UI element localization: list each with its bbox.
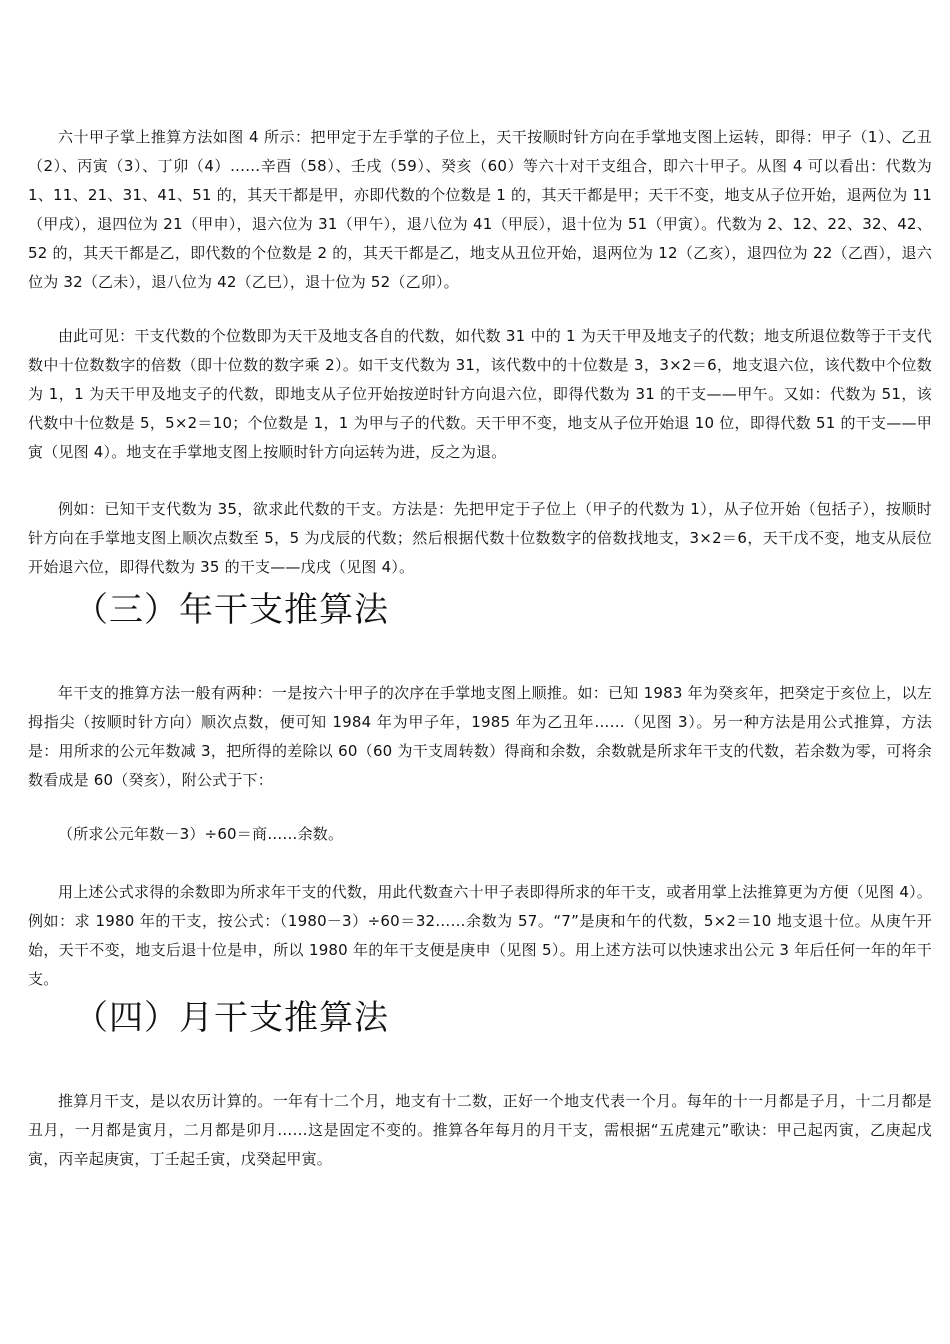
paragraph-daishu-explanation: 由此可见：干支代数的个位数即为天干及地支各自的代数，如代数 31 中的 1 为天干甲及地支子的代数；地支所退位数等于干支代数中十位数数字的倍数（即十位数的数字乘 2）。如干支代数为 31，该代数中的十位数是 3，3×2＝6，地支退六位，该代数中个位数为 1，1 为天干甲及地支子的代数，即地支从子位开始按逆时针方向退六位，即得代数为 31 的干支——甲午。又如：代数为 51，该代数中十位数是 5，5×2＝10；个位数是 1，1 为甲与子的代数。天干甲不变，地支从子位开始退 10 位，即得代数 51 的干支——甲寅（见图 4）。地支在手掌地支图上按顺时针方向运转为进，反之为退。 — [28, 327, 932, 461]
paragraph-month-ganzhi: 推算月干支，是以农历计算的。一年有十二个月，地支有十二数，正好一个地支代表一个月。每年的十一月都是子月，十二月都是丑月，一月都是寅月，二月都是卯月……这是固定不变的。推算各年每月的月干支，需根据“五虎建元”歌诀：甲己起丙寅，乙庚起戊寅，丙辛起庚寅，丁壬起壬寅，戊癸起甲寅。 — [28, 1092, 932, 1168]
paragraph-example-35: 例如：已知干支代数为 35，欲求此代数的干支。方法是：先把甲定于子位上（甲子的代数为 1），从子位开始（包括子），按顺时针方向在手掌地支图上顺次点数至 5，5 为戊辰的代数；然后根据代数十位数数字的倍数找地支，3×2＝6，天干戊不变，地支从辰位开始退六位，即得代数为 35 的干支——戊戌（见图 4）。 — [28, 500, 932, 576]
section-heading-year-ganzhi: （三）年干支推算法 — [74, 590, 389, 630]
paragraph-formula: （所求公元年数－3）÷60＝商……余数。 — [58, 825, 344, 843]
paragraph-formula-example-1980: 用上述公式求得的余数即为所求年干支的代数，用此代数查六十甲子表即得所求的年干支，或者用掌上法推算更为方便（见图 4）。例如：求 1980 年的干支，按公式：（1980－3）÷60＝32……余数为 57。“7”是庚和午的代数，5×2＝10 地支退十位。从庚午开始，天干不变，地支后退十位是申，所以 1980 年的年干支便是庚申（见图 5）。用上述方法可以快速求出公元 3 年后任何一年的年干支。 — [28, 883, 932, 988]
paragraph-year-ganzhi-methods: 年干支的推算方法一般有两种：一是按六十甲子的次序在手掌地支图上顺推。如：已知 1983 年为癸亥年，把癸定于亥位上，以左拇指尖（按顺时针方向）顺次点数，便可知 1984 年为甲子年，1985 年为乙丑年……（见图 3）。另一种方法是用公式推算，方法是：用所求的公元年数减 3，把所得的差除以 60（60 为干支周转数）得商和余数，余数就是所求年干支的代数，若余数为零，可将余数看成是 60（癸亥），附公式于下： — [28, 684, 932, 789]
paragraph-liushi-jiazi-palm-method: 六十甲子掌上推算方法如图 4 所示：把甲定于左手掌的子位上，天干按顺时针方向在手掌地支图上运转，即得：甲子（1）、乙丑（2）、丙寅（3）、丁卯（4）……辛酉（58）、壬戌（59）、癸亥（60）等六十对干支组合，即六十甲子。从图 4 可以看出：代数为 1、11、21、31、41、51 的，其天干都是甲，亦即代数的个位数是 1 的，其天干都是甲；天干不变，地支从子位开始，退两位为 11（甲戌），退四位为 21（甲申），退六位为 31（甲午），退八位为 41（甲辰），退十位为 51（甲寅）。代数为 2、12、22、32、42、52 的，其天干都是乙，即代数的个位数是 2 的，其天干都是乙，地支从丑位开始，退两位为 12（乙亥），退四位为 22（乙酉），退六位为 32（乙未），退八位为 42（乙巳），退十位为 52（乙卯）。 — [28, 128, 932, 291]
section-heading-month-ganzhi: （四）月干支推算法 — [74, 998, 389, 1038]
